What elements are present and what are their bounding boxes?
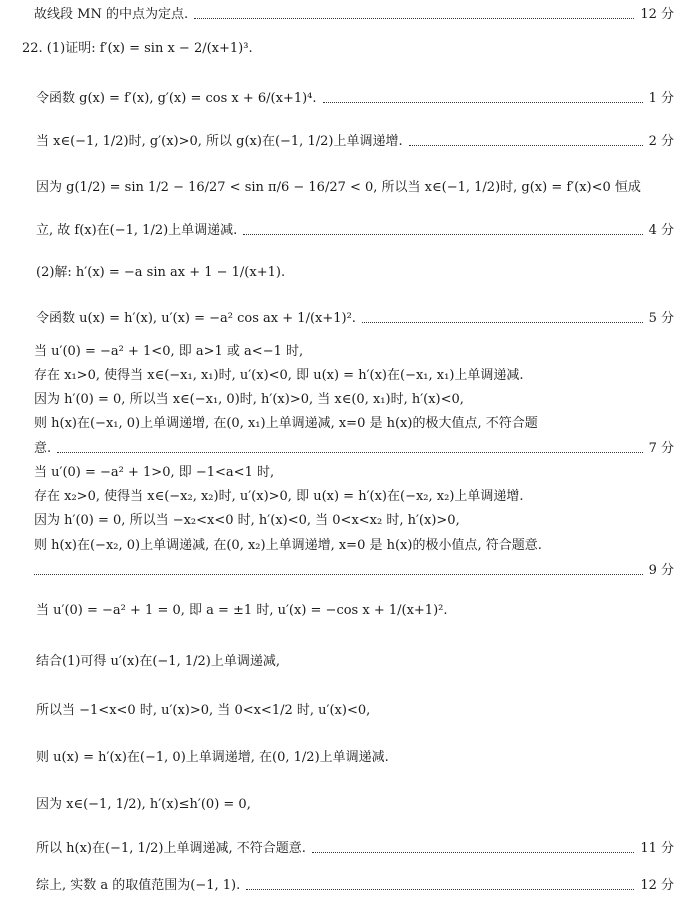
line-10	[34, 367, 674, 385]
line-text: 存在 x₁>0, 使得当 x∈(−x₁, x₁)时, u′(x)<0, 即 u(x) = h′(x)在(−x₁, x₁)上单调递减.	[34, 368, 524, 383]
score-label: 4 分	[648, 223, 674, 238]
dot-leader	[57, 452, 642, 453]
line-text: 因为 h′(0) = 0, 所以当 −x₂<x<0 时, h′(x)<0, 当 0<x<x₂ 时, h′(x)>0,	[34, 513, 460, 528]
line-text: 结合(1)可得 u′(x)在(−1, 1/2)上单调递减,	[36, 654, 280, 669]
line-text: 当 u′(0) = −a² + 1 = 0, 即 a = ±1 时, u′(x) = −cos x + 1/(x+1)².	[36, 603, 448, 618]
line-12	[34, 415, 674, 433]
score-label: 9 分	[648, 563, 674, 578]
line-text: 因为 x∈(−1, 1/2), h′(x)≤h′(0) = 0,	[36, 797, 251, 812]
line-16	[34, 512, 674, 530]
dot-leader	[34, 574, 643, 575]
line-13	[34, 440, 674, 458]
score-label: 12 分	[640, 878, 674, 893]
line-text: 所以 h(x)在(−1, 1/2)上单调递减, 不符合题意.	[36, 841, 306, 856]
dot-leader	[312, 852, 634, 853]
line-19	[36, 602, 674, 620]
line-21	[36, 702, 674, 720]
line-text: 令函数 g(x) = f′(x), g′(x) = cos x + 6/(x+1)⁴.	[36, 91, 317, 106]
line-18	[34, 562, 674, 580]
dot-leader	[323, 102, 643, 103]
score-label: 1 分	[648, 91, 674, 106]
score-label: 7 分	[648, 441, 674, 456]
line-text: 则 h(x)在(−x₁, 0)上单调递增, 在(0, x₁)上单调递减, x=0 是 h(x)的极大值点, 不符合题	[34, 416, 538, 431]
line-25	[36, 877, 674, 895]
line-text: 因为 h′(0) = 0, 所以当 x∈(−x₁, 0)时, h′(x)>0, 当 x∈(0, x₁)时, h′(x)<0,	[34, 392, 464, 407]
line-4	[36, 133, 674, 151]
line-text: 存在 x₂>0, 使得当 x∈(−x₂, x₂)时, u′(x)>0, 即 u(x) = h′(x)在(−x₂, x₂)上单调递增.	[34, 489, 524, 504]
line-14	[34, 464, 674, 482]
line-text: 意.	[34, 441, 52, 456]
line-17	[34, 537, 674, 555]
line-20	[36, 653, 674, 671]
line-9	[34, 343, 674, 361]
line-24	[36, 840, 674, 858]
line-3	[36, 90, 674, 108]
score-label: 2 分	[648, 134, 674, 149]
line-6	[36, 222, 674, 240]
line-22	[36, 749, 674, 767]
line-8	[36, 310, 674, 328]
dot-leader	[194, 18, 634, 19]
score-label: 5 分	[648, 311, 674, 326]
line-text: 令函数 u(x) = h′(x), u′(x) = −a² cos ax + 1/(x+1)².	[36, 311, 356, 326]
line-1	[34, 6, 674, 24]
line-text: (2)解: h′(x) = −a sin ax + 1 − 1/(x+1).	[36, 265, 286, 280]
line-text: 22. (1)证明: f′(x) = sin x − 2/(x+1)³.	[22, 41, 253, 56]
line-text: 立, 故 f(x)在(−1, 1/2)上单调递减.	[36, 223, 238, 238]
line-23	[36, 796, 674, 814]
line-text: 当 u′(0) = −a² + 1>0, 即 −1<a<1 时,	[34, 465, 275, 480]
dot-leader	[243, 234, 642, 235]
dot-leader	[246, 889, 634, 890]
line-text: 所以当 −1<x<0 时, u′(x)>0, 当 0<x<1/2 时, u′(x)<0,	[36, 703, 371, 718]
line-text: 综上, 实数 a 的取值范围为(−1, 1).	[36, 878, 241, 893]
line-text: 则 u(x) = h′(x)在(−1, 0)上单调递增, 在(0, 1/2)上单调递减.	[36, 750, 389, 765]
score-label: 12 分	[640, 7, 674, 22]
score-label: 11 分	[640, 841, 674, 856]
line-text: 因为 g(1/2) = sin 1/2 − 16/27 < sin π/6 − 16/27 < 0, 所以当 x∈(−1, 1/2)时, g(x) = f′(x)<0 恒成	[36, 180, 641, 195]
dot-leader	[362, 322, 643, 323]
line-text: 当 x∈(−1, 1/2)时, g′(x)>0, 所以 g(x)在(−1, 1/2)上单调递增.	[36, 134, 403, 149]
line-15	[34, 488, 674, 506]
line-5	[36, 179, 674, 197]
line-text: 则 h(x)在(−x₂, 0)上单调递减, 在(0, x₂)上单调递增, x=0 是 h(x)的极小值点, 符合题意.	[34, 538, 542, 553]
dot-leader	[409, 145, 643, 146]
line-11	[34, 391, 674, 409]
line-7	[36, 264, 674, 282]
line-text: 当 u′(0) = −a² + 1<0, 即 a>1 或 a<−1 时,	[34, 344, 304, 359]
line-2	[22, 40, 674, 58]
line-text: 故线段 MN 的中点为定点.	[34, 7, 189, 22]
